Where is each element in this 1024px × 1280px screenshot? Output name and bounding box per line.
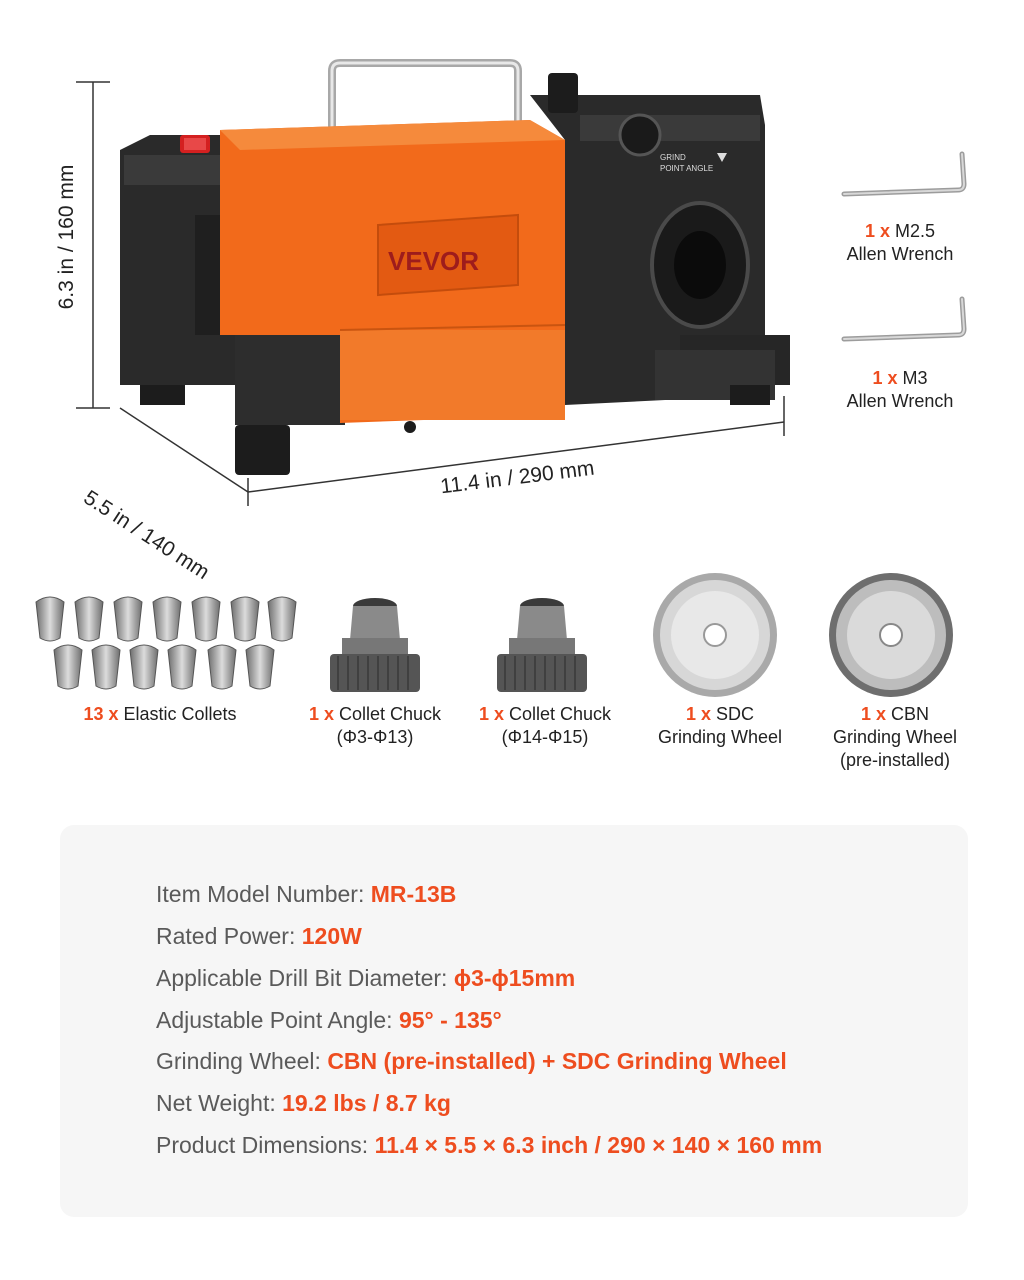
collet-chuck-small-icon [320,592,430,702]
spec-rated-power: Rated Power: 120W [156,923,362,949]
height-dimension-label: 6.3 in / 160 mm [55,164,78,310]
spec-model-number: Item Model Number: MR-13B [156,881,457,907]
svg-text:POINT ANGLE: POINT ANGLE [660,164,714,173]
svg-text:GRIND: GRIND [660,153,686,162]
m25-wrench-label: 1 x M2.5 Allen Wrench [846,221,954,264]
specifications-panel [60,825,968,1217]
cbn-grinding-wheel-label: 1 x CBN Grinding Wheel (pre-installed) [832,704,958,770]
m25-wrench-icon [840,150,970,210]
sdc-grinding-wheel-icon [650,570,780,700]
cbn-grinding-wheel-icon [826,570,956,700]
elastic-collets-label: 13 x Elastic Collets [83,704,237,724]
collet-chuck-small-label: 1 x Collet Chuck (Φ3-Φ13) [308,704,442,747]
spec-point-angle: Adjustable Point Angle: 95° - 135° [156,1007,502,1033]
m3-wrench-label: 1 x M3 Allen Wrench [846,368,954,411]
spec-product-dimensions: Product Dimensions: 11.4 × 5.5 × 6.3 inch / 290 × 140 × 160 mm [156,1132,823,1158]
vevor-logo: VEVOR [388,246,480,276]
drill-sharpener-machine [110,55,790,485]
elastic-collets-icon [28,590,298,695]
m3-wrench-icon [840,295,970,355]
spec-net-weight: Net Weight: 19.2 lbs / 8.7 kg [156,1090,451,1116]
spec-grinding-wheel: Grinding Wheel: CBN (pre-installed) + SDC Grinding Wheel [156,1048,787,1074]
width-dimension-label: 11.4 in / 290 mm [439,456,596,499]
depth-dimension-label: 5.5 in / 140 mm [79,486,214,585]
collet-chuck-large-label: 1 x Collet Chuck (Φ14-Φ15) [478,704,612,747]
sdc-grinding-wheel-label: 1 x SDC Grinding Wheel [657,704,783,747]
spec-drill-bit-diameter: Applicable Drill Bit Diameter: ɸ3-ɸ15mm [156,965,576,991]
collet-chuck-large-icon [487,592,597,702]
